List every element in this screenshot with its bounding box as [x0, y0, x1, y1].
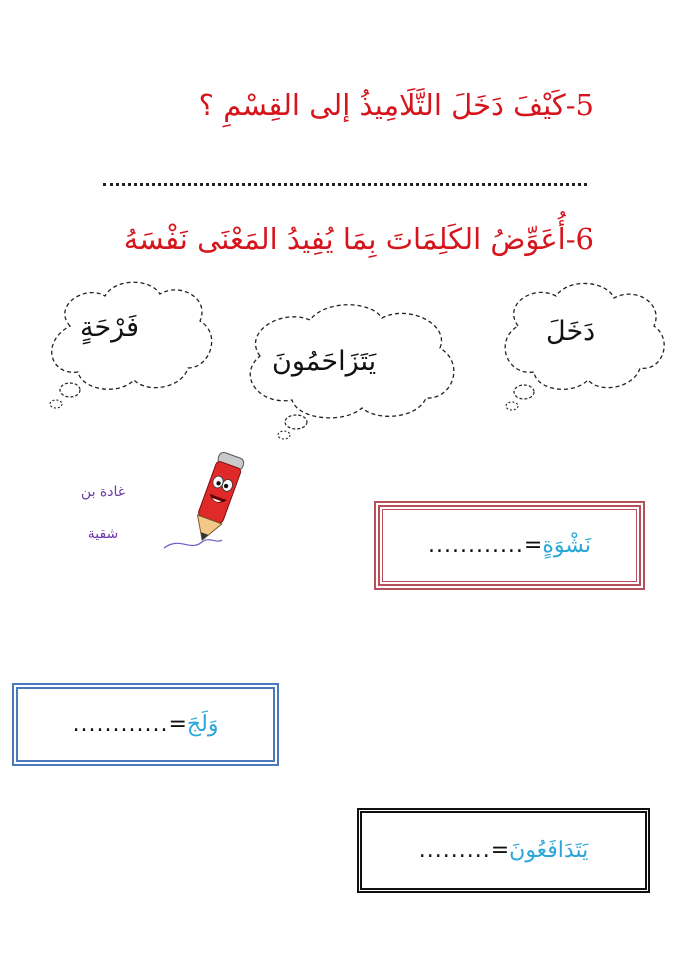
- author-name-line1: غادة بن: [80, 484, 126, 500]
- question-5: 5-كَيْفَ دَخَلَ التَّلَامِيذُ إلى القِسْمِ ؟: [198, 88, 594, 122]
- answer-box-1: [374, 501, 645, 590]
- equals-sign: =: [490, 838, 510, 863]
- box-word-walaja: وَلَجَ: [186, 712, 219, 737]
- thought-cloud-left: [30, 276, 220, 411]
- cloud-word-dakhala: دَخَلَ: [546, 316, 596, 347]
- box-word-nashwa: نَشْوَةٍ: [542, 533, 591, 558]
- answer-blank-3[interactable]: .........: [418, 838, 491, 863]
- pencil-mascot-icon: [160, 444, 250, 554]
- cloud-word-farha: فَرْحَةٍ: [80, 312, 139, 343]
- cloud-word-yatazahamun: يَتَزَاحَمُونَ: [272, 346, 377, 377]
- equals-sign: =: [523, 533, 543, 558]
- answer-blank-2[interactable]: ............: [72, 712, 169, 737]
- equals-sign: =: [168, 712, 187, 737]
- answer-blank-1[interactable]: ............: [428, 533, 524, 558]
- answer-dotted-line[interactable]: [103, 183, 587, 186]
- answer-box-2: [12, 683, 279, 766]
- author-name-line2: شقية: [87, 526, 119, 542]
- answer-box-3: [357, 808, 650, 893]
- thought-cloud-icon: [30, 276, 220, 411]
- box-word-yatadafaun: يَتَدَافَعُونَ: [509, 838, 589, 863]
- thought-cloud-right: [488, 278, 668, 413]
- thought-cloud-middle: [230, 296, 470, 441]
- question-6: 6-أُعَوِّضُ الكَلِمَاتَ بِمَا يُفِيدُ المَعْنَى نَفْسَهُ: [123, 222, 594, 256]
